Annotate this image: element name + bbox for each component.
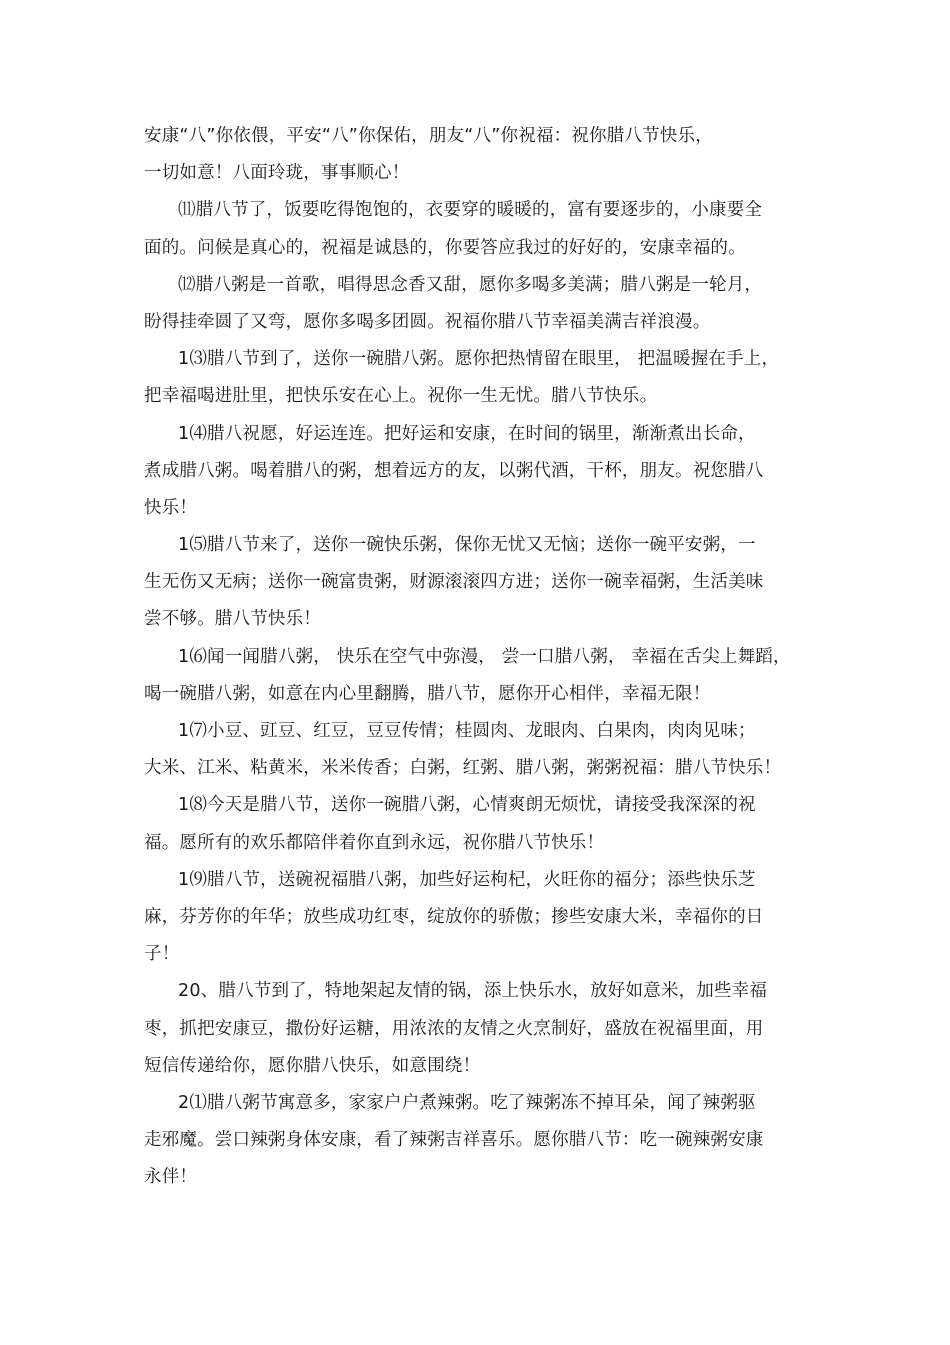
paragraph	[144, 787, 784, 861]
paragraph-line: 子！	[144, 944, 180, 965]
paragraph-line: 枣，抓把安康豆，撒份好运糖，用浓浓的友情之火烹制好，盛放在祝福里面，用	[144, 1018, 764, 1039]
paragraph	[144, 118, 784, 192]
paragraph	[144, 973, 784, 1085]
paragraph	[144, 416, 784, 528]
paragraph-line: 福。愿所有的欢乐都陪伴着你直到永远，祝你腊八节快乐！	[144, 832, 605, 853]
paragraph	[144, 527, 784, 639]
paragraph-line: 1⑹闻一闻腊八粥， 快乐在空气中弥漫， 尝一口腊八粥， 幸福在舌尖上舞蹈，	[178, 646, 791, 667]
paragraph-line: 喝一碗腊八粥，如意在内心里翻腾，腊八节，愿你开心相伴，幸福无限！	[144, 683, 711, 704]
paragraph-line: 麻，芬芳你的年华；放些成功红枣，绽放你的骄傲；掺些安康大米，幸福你的日	[144, 906, 764, 927]
paragraph	[144, 713, 784, 787]
paragraph-line: 面的。问候是真心的，祝福是诚恳的，你要答应我过的好好的，安康幸福的。	[144, 237, 746, 258]
paragraph-line: 快乐！	[144, 497, 198, 518]
paragraph	[144, 1085, 784, 1197]
paragraph	[144, 341, 784, 415]
paragraph-line: 把幸福喝进肚里，把快乐安在心上。祝你一生无忧。腊八节快乐。	[144, 386, 658, 407]
paragraph-line: 1⑸腊八节来了，送你一碗快乐粥，保你无忧又无恼；送你一碗平安粥，一	[178, 535, 756, 556]
paragraph-line: ⑿腊八粥是一首歌，唱得思念香又甜，愿你多喝多美满；腊八粥是一轮月，	[178, 274, 763, 295]
paragraph-line: 1⑼腊八节，送碗祝福腊八粥，加些好运枸杞，火旺你的福分；添些快乐芝	[178, 869, 756, 890]
paragraph-line: 1⑶腊八节到了，送你一碗腊八粥。愿你把热情留在眼里， 把温暖握在手上，	[178, 349, 780, 370]
paragraph	[144, 192, 784, 266]
paragraph-line: 走邪魔。尝口辣粥身体安康，看了辣粥吉祥喜乐。愿你腊八节：吃一碗辣粥安康	[144, 1130, 764, 1151]
paragraph-line: 20、腊八节到了，特地架起友情的锅，添上快乐水，放好如意米，加些幸福	[178, 981, 768, 1002]
paragraph-line: 1⑷腊八祝愿，好运连连。把好运和安康，在时间的锅里，渐渐煮出长命，	[178, 423, 756, 444]
paragraph	[144, 639, 791, 713]
paragraph-line: ⑾腊八节了，饭要吃得饱饱的，衣要穿的暖暖的，富有要逐步的，小康要全	[178, 200, 763, 221]
document-body	[144, 118, 791, 1196]
paragraph	[144, 267, 784, 341]
paragraph	[144, 862, 784, 974]
paragraph-line: 盼得挂牵圆了又弯，愿你多喝多团圆。祝福你腊八节幸福美满吉祥浪漫。	[144, 311, 711, 332]
paragraph-line: 2⑴腊八粥节寓意多，家家户户煮辣粥。吃了辣粥冻不掉耳朵，闻了辣粥驱	[178, 1092, 756, 1113]
paragraph-line: 大米、江米、粘黄米，米米传香；白粥，红粥、腊八粥，粥粥祝福：腊八节快乐！	[144, 758, 782, 779]
paragraph-line: 煮成腊八粥。喝着腊八的粥，想着远方的友，以粥代酒，干杯，朋友。祝您腊八	[144, 460, 764, 481]
paragraph-line: 尝不够。腊八节快乐！	[144, 609, 321, 630]
paragraph-line: 一切如意！八面玲珑，事事顺心！	[144, 163, 410, 184]
paragraph-line: 安康“八”你依偎，平安“八”你保佑，朋友“八”你祝福：祝你腊八节快乐，	[144, 126, 713, 146]
paragraph-line: 生无伤又无病；送你一碗富贵粥，财源滚滚四方进；送你一碗幸福粥，生活美味	[144, 572, 764, 593]
paragraph-line: 短信传递给你，愿你腊八快乐，如意围绕！	[144, 1055, 481, 1076]
paragraph-line: 1⑺小豆、豇豆、红豆，豆豆传情；桂圆肉、龙眼肉、白果肉，肉肉见味；	[178, 721, 756, 741]
paragraph-line: 永伴！	[144, 1167, 198, 1188]
paragraph-line: 1⑻今天是腊八节，送你一碗腊八粥，心情爽朗无烦忧，请接受我深深的祝	[178, 795, 756, 816]
